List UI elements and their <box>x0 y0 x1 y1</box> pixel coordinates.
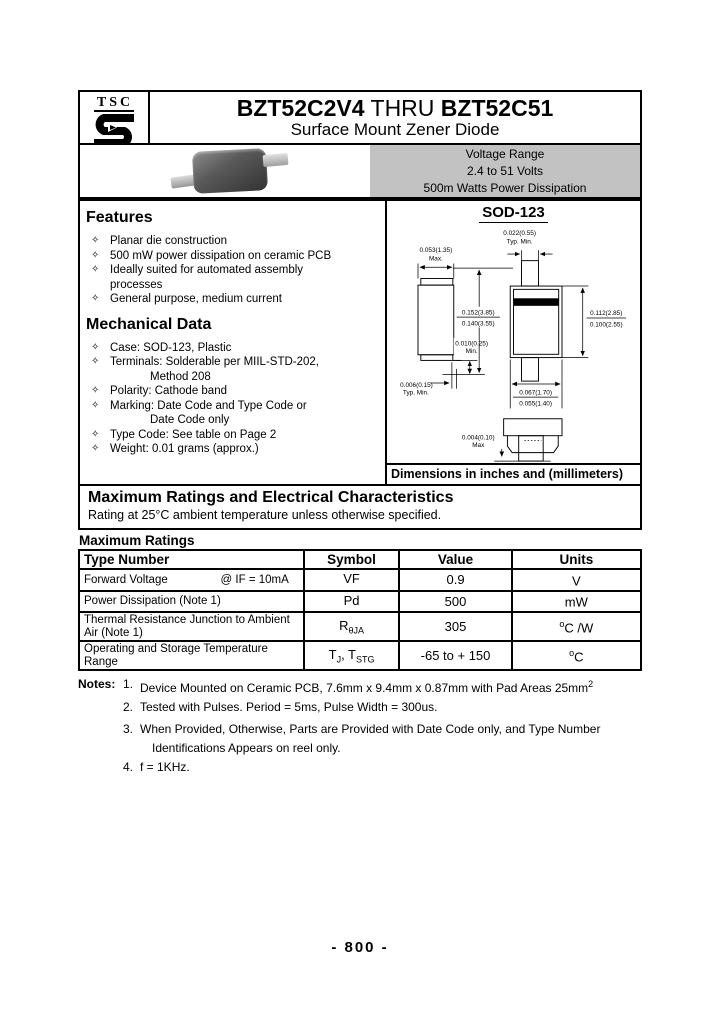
ratings-subheading: Rating at 25°C ambient temperature unless otherwise specified. <box>88 508 442 522</box>
feature-item: ✧ Ideally suited for automated assembly <box>86 263 377 278</box>
svg-text:0.112(2.85): 0.112(2.85) <box>590 310 623 318</box>
tsc-logo <box>80 92 150 143</box>
col-value: Value <box>399 550 511 569</box>
table-row: Forward Voltage @ IF = 10mA VF 0.9 V <box>79 569 641 591</box>
note-item-continuation: Identifications Appears on reel only. <box>152 741 341 756</box>
thru-text: THRU <box>364 95 441 121</box>
diamond-bullet-icon: ✧ <box>91 249 100 261</box>
table-row: Power Dissipation (Note 1) Pd 500 mW <box>79 591 641 613</box>
maximum-ratings-label: Maximum Ratings <box>79 533 195 548</box>
table-row: Thermal Resistance Junction to Ambient Air (Note 1) $R_{\theta JA}$ 305 $^o$C /W <box>79 612 641 641</box>
feature-item-continuation: processes <box>110 278 163 291</box>
diamond-bullet-icon: ✧ <box>91 341 100 353</box>
svg-text:0.006(0.15): 0.006(0.15) <box>400 381 433 389</box>
feature-item: ✧ Planar die construction <box>86 234 377 249</box>
features-column <box>80 201 385 484</box>
svg-text:Typ. Min.: Typ. Min. <box>506 238 533 246</box>
part-number-end: BZT52C51 <box>440 95 554 121</box>
mechanical-item-continuation: Method 208 <box>150 370 211 383</box>
header-row <box>80 92 640 145</box>
svg-text:0.100(2.55): 0.100(2.55) <box>589 321 623 329</box>
svg-text:0.055(1.40): 0.055(1.40) <box>519 400 552 408</box>
maximum-ratings-table <box>78 549 642 671</box>
mechanical-item: ✧ Case: SOD-123, Plastic <box>86 341 377 356</box>
diamond-bullet-icon: ✧ <box>91 264 100 275</box>
cathode-band <box>514 298 559 306</box>
mechanical-item-continuation: Date Code only <box>150 414 230 426</box>
features-heading: Features <box>86 209 153 226</box>
sod-123-outline-drawing <box>393 223 635 463</box>
diamond-bullet-icon: ✧ <box>91 428 100 440</box>
tsc-s-arrow-icon <box>91 113 137 143</box>
svg-text:0.152(3.85): 0.152(3.85) <box>461 309 495 317</box>
package-lead-right <box>263 153 289 167</box>
diamond-bullet-icon: ✧ <box>91 385 100 396</box>
table-row: Operating and Storage Temperature Range $T_J$, $T_{STG}$ -65 to + 150 $^o$C <box>79 641 641 670</box>
test-condition: @ IF = 10mA <box>220 573 289 586</box>
svg-text:0.004(0.10): 0.004(0.10) <box>461 434 495 442</box>
end-view <box>462 419 562 463</box>
package-photo <box>80 145 370 197</box>
svg-text:Min.: Min. <box>465 347 478 355</box>
package-name-title: SOD-123 <box>479 204 548 223</box>
page-number: - 800 - <box>331 939 389 956</box>
mechanical-item: ✧ Terminals: Solderable per MIIL-STD-202, <box>86 355 377 370</box>
datasheet-page <box>78 90 642 956</box>
diamond-bullet-icon: ✧ <box>91 293 100 304</box>
header-box <box>78 90 642 199</box>
mechanical-item: ✧ Marking: Date Code and Type Code or <box>86 399 377 414</box>
note-item: 4. f = 1KHz. <box>123 760 190 775</box>
diamond-bullet-icon: ✧ <box>91 356 100 367</box>
diamond-bullet-icon: ✧ <box>91 235 100 246</box>
svg-text:0.067(1.70): 0.067(1.70) <box>519 389 552 397</box>
voltage-range-value: 2.4 to 51 Volts <box>466 163 544 178</box>
mechanical-item: ✧ Polarity: Cathode band <box>86 384 377 399</box>
svg-text:Max.: Max. <box>428 255 443 263</box>
content-box <box>78 199 642 486</box>
dimensions-footer: Dimensions in inches and (millimeters) <box>387 463 640 484</box>
ratings-heading-box <box>78 486 642 530</box>
svg-text:Typ. Min.: Typ. Min. <box>402 389 429 397</box>
table-header-row <box>79 550 641 569</box>
part-number-start: BZT52C2V4 <box>236 95 365 121</box>
mechanical-item: ✧ Type Code: See table on Page 2 <box>86 428 377 443</box>
note-item: Notes: 1. Device Mounted on Ceramic PCB, 7.6mm x 9.4mm x 0.87mm with Pad Areas $25mm^2$ <box>78 675 642 698</box>
diamond-bullet-icon: ✧ <box>91 443 100 454</box>
col-units: Units <box>512 550 641 569</box>
package-row <box>80 145 640 197</box>
package-body <box>192 148 268 194</box>
top-view <box>503 230 628 408</box>
svg-text:0.140(3.55): 0.140(3.55) <box>461 320 495 328</box>
note-item: 2. Tested with Pulses. Period = 5ms, Pulse Width = 300us. <box>123 700 438 715</box>
voltage-range-box <box>370 145 640 197</box>
package-outline-column <box>385 201 640 484</box>
notes-label: Notes: <box>78 677 116 692</box>
svg-text:0.053(1.35): 0.053(1.35) <box>419 247 453 255</box>
col-type-number: Type Number <box>79 550 304 569</box>
voltage-range-label: Voltage Range <box>465 146 545 161</box>
diamond-bullet-icon: ✧ <box>91 399 100 411</box>
svg-text:Max: Max <box>472 442 485 449</box>
mechanical-item: ✧ Weight: 0.01 grams (approx.) <box>86 442 377 457</box>
power-dissipation-line: 500m Watts Power Dissipation <box>423 180 587 195</box>
note-item: 3. When Provided, Otherwise, Parts are Provided with Date Code only, and Type Number <box>123 722 601 737</box>
page-subtitle: Surface Mount Zener Diode <box>290 120 500 140</box>
side-view <box>400 247 513 396</box>
svg-text:0.010(0.25): 0.010(0.25) <box>455 340 488 348</box>
title-block <box>150 92 640 143</box>
mechanical-heading: Mechanical Data <box>86 315 212 333</box>
page-title <box>237 96 554 120</box>
col-symbol: Symbol <box>304 550 400 569</box>
svg-text:0.022(0.55): 0.022(0.55) <box>503 230 536 238</box>
feature-item: ✧ 500 mW power dissipation on ceramic PCB <box>86 249 377 264</box>
feature-item: ✧ General purpose, medium current <box>86 292 377 307</box>
ratings-heading: Maximum Ratings and Electrical Characteristics <box>88 489 454 506</box>
notes-section <box>78 675 642 777</box>
tsc-logo-text: TSC <box>94 95 134 112</box>
